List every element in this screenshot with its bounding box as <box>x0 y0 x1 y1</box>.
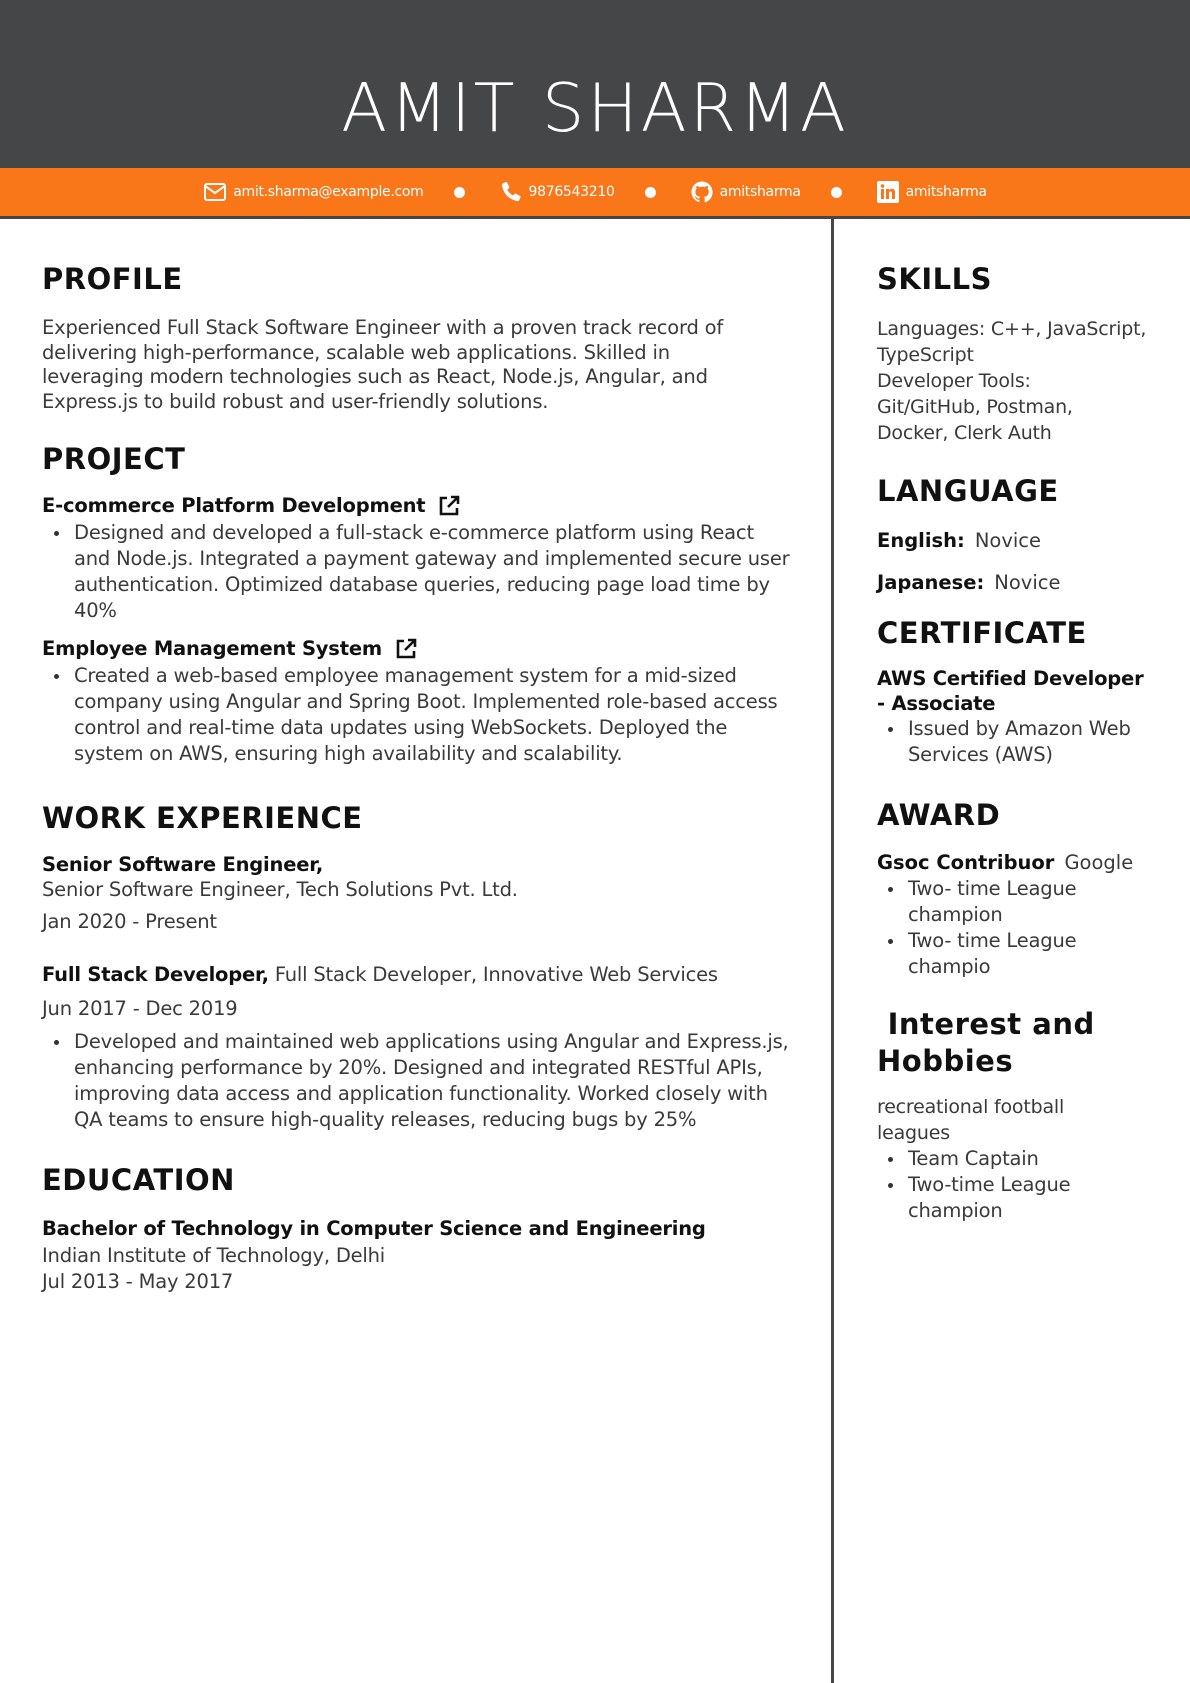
language-name: Japanese: <box>877 571 985 594</box>
bullet-item: Team Captain <box>908 1146 1087 1172</box>
education-heading: EDUCATION <box>42 1163 235 1197</box>
work-experience-section <box>42 797 802 1133</box>
hobbies-section <box>877 1006 1167 1224</box>
skills-heading: SKILLS <box>877 262 992 296</box>
contact-bar <box>0 168 1190 219</box>
school-name: Indian Institute of Technology, Delhi <box>42 1244 386 1267</box>
certificate-bullets <box>877 716 1167 768</box>
separator-dot <box>645 187 656 198</box>
language-level: Novice <box>994 571 1061 594</box>
skills-tools: Developer Tools: Git/GitHub, Postman, Docker, Clerk Auth <box>877 370 1073 444</box>
bullet-item: Two- time League champio <box>908 928 1087 980</box>
project-bullets <box>42 663 802 767</box>
column-divider <box>831 219 834 1683</box>
sidebar-column <box>877 258 1167 1224</box>
language-item <box>877 570 1167 596</box>
education-dates: Jul 2013 - May 2017 <box>42 1270 234 1293</box>
hobbies-heading: Interest and Hobbies <box>877 1007 1106 1078</box>
project-item <box>42 635 802 767</box>
external-link-icon[interactable] <box>394 637 418 661</box>
profile-heading: PROFILE <box>42 262 183 296</box>
skills-section <box>877 258 1167 446</box>
project-name: Employee Management System <box>42 637 382 660</box>
github-icon <box>690 180 714 204</box>
job-company: Full Stack Developer, Innovative Web Services <box>274 963 718 986</box>
skills-languages: Languages: C++, JavaScript, TypeScript <box>877 318 1147 366</box>
award-section <box>877 794 1167 980</box>
work-experience-heading: WORK EXPERIENCE <box>42 801 363 835</box>
hobbies-text: recreational football leagues <box>877 1096 1065 1144</box>
profile-section <box>42 258 802 414</box>
job-company: Senior Software Engineer, Tech Solutions Pvt. Ltd. <box>42 878 518 901</box>
certificate-heading: CERTIFICATE <box>877 616 1087 650</box>
contact-linkedin[interactable] <box>876 180 987 204</box>
job-bullets <box>42 1029 802 1133</box>
job-item <box>42 853 802 935</box>
language-name: English: <box>877 529 965 552</box>
envelope-icon <box>203 180 227 204</box>
email-text: amit.sharma@example.com <box>233 184 424 200</box>
project-name: E-commerce Platform Development <box>42 494 426 517</box>
project-item <box>42 492 802 624</box>
award-org: Google <box>1064 851 1134 874</box>
resume-header <box>0 0 1190 168</box>
contact-github[interactable] <box>690 180 801 204</box>
job-dates: Jun 2017 - Dec 2019 <box>42 997 238 1020</box>
job-role: Senior Software Engineer, <box>42 853 324 876</box>
profile-summary: Experienced Full Stack Software Engineer with a proven track record of delivering high-performance, scalable web applications. Skilled in leveraging modern technologies such as React, Node.js, Angular, and Express.js to build robust and user-friendly solutions. <box>42 316 724 413</box>
bullet-item: Two- time League champion <box>908 876 1087 928</box>
candidate-name: AMIT SHARMA <box>341 69 849 147</box>
project-bullets <box>42 520 802 624</box>
phone-text: 9876543210 <box>528 184 615 200</box>
language-section <box>877 470 1167 596</box>
certificate-section <box>877 612 1167 768</box>
degree-name: Bachelor of Technology in Computer Science and Engineering <box>42 1217 706 1240</box>
hobbies-bullets <box>877 1146 1087 1224</box>
bullet-item: Designed and developed a full-stack e-commerce platform using React and Node.js. Integrated a payment gateway and implemented secure user authentication. Optimized database queries, reducing page load time by 40% <box>74 520 794 624</box>
award-name: Gsoc Contribuor <box>877 851 1055 874</box>
separator-dot <box>454 187 465 198</box>
language-level: Novice <box>974 529 1042 552</box>
award-item <box>877 850 1167 876</box>
contact-email[interactable] <box>203 180 423 204</box>
phone-icon <box>499 180 523 204</box>
linkedin-text: amitsharma <box>905 184 987 200</box>
contact-phone[interactable] <box>499 180 615 204</box>
bullet-item: Two-time League champion <box>908 1172 1087 1224</box>
certificate-name: AWS Certified Developer - Associate <box>877 667 1144 715</box>
github-text: amitsharma <box>719 184 801 200</box>
award-bullets <box>877 876 1087 980</box>
main-column <box>42 258 802 1295</box>
bullet-item: Issued by Amazon Web Services (AWS) <box>908 716 1167 768</box>
award-heading: AWARD <box>877 798 1001 832</box>
language-heading: LANGUAGE <box>877 474 1059 508</box>
separator-dot <box>831 187 842 198</box>
education-section <box>42 1159 802 1295</box>
job-role: Full Stack Developer, <box>42 963 269 986</box>
project-heading: PROJECT <box>42 442 186 476</box>
external-link-icon[interactable] <box>437 494 461 518</box>
bullet-item: Developed and maintained web applications using Angular and Express.js, enhancing performance by 20%. Designed and integrated RESTful APIs, improving data access and application functionality. Worked closely with QA teams to ensure high-quality releases, reducing bugs by 25% <box>74 1029 794 1133</box>
project-section <box>42 438 802 767</box>
job-item <box>42 961 802 1133</box>
bullet-item: Created a web-based employee management system for a mid-sized company using Angular and Spring Boot. Implemented role-based access control and real-time data updates using WebSockets. Deployed the system on AWS, ensuring high availability and scalability. <box>74 663 794 767</box>
linkedin-icon <box>876 180 900 204</box>
job-dates: Jan 2020 - Present <box>42 910 217 933</box>
language-item <box>877 528 1167 554</box>
